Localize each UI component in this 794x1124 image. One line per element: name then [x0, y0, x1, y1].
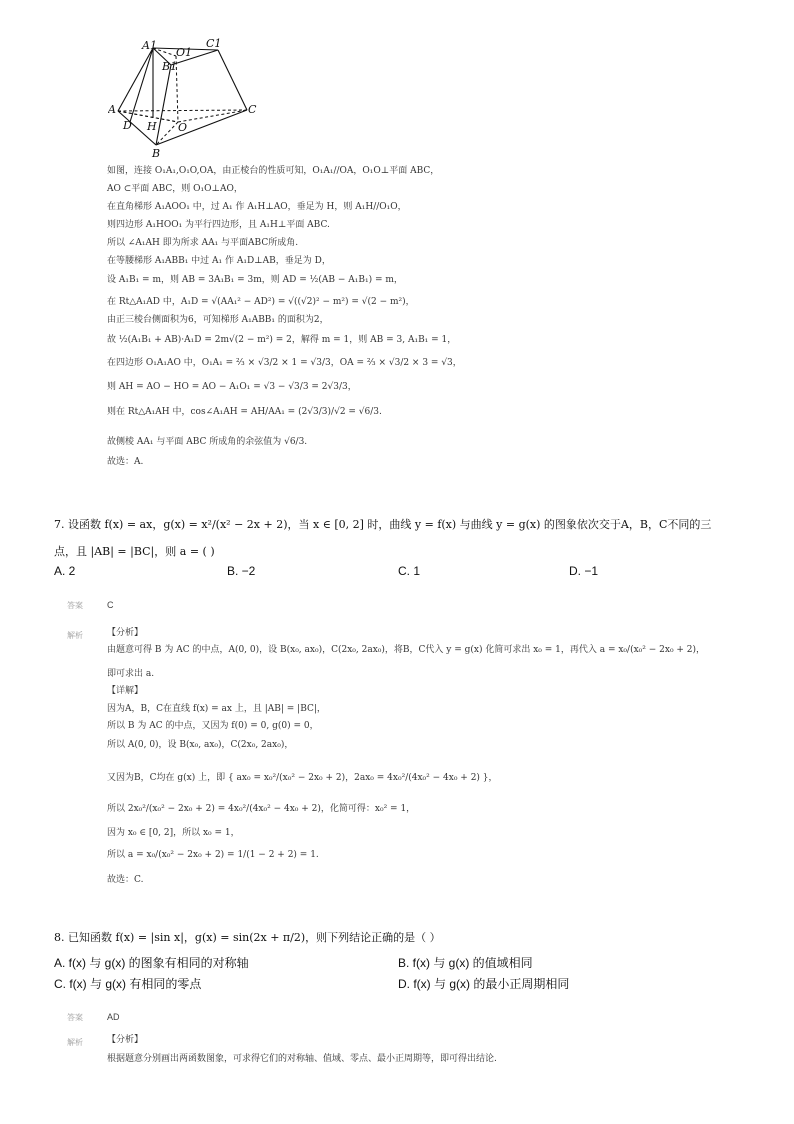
solution-line: 故 ½(A₁B₁ + AB)·A₁D = 2m√(2 − m²) = 2，解得 m = 1，则 AB = 3, A₁B₁ = 1，	[107, 335, 457, 345]
label-A1: A1	[142, 39, 157, 52]
solution-line: 故选：A.	[107, 457, 144, 467]
q8-analysis-tag: 解析	[67, 1038, 83, 1047]
solution-line: 在直角梯形 A₁AOO₁ 中，过 A₁ 作 A₁H⊥AO，垂足为 H，则 A₁H//O₁O，	[107, 202, 407, 212]
solution-line: 如图，连接 O₁A₁,O₁O,OA，由正棱台的性质可知，O₁A₁//OA，O₁O⊥平面 ABC，	[107, 166, 440, 176]
solution-line: 则四边形 A₁HOO₁ 为平行四边形，且 A₁H⊥平面 ABC.	[107, 220, 330, 230]
solution-line: AO ⊂平面 ABC，则 O₁O⊥AO，	[107, 184, 243, 194]
analysis-line: 所以 2x₀²/(x₀² − 2x₀ + 2) = 4x₀²/(4x₀² − 4x₀ + 2)，化简可得：x₀² = 1，	[107, 804, 416, 814]
analysis-line: 【详解】	[107, 686, 144, 696]
q8-option-a[interactable]: A. f(x) 与 g(x) 的图象有相同的对称轴	[54, 956, 249, 970]
q8-answer: AD	[107, 1012, 120, 1022]
frustum-figure	[108, 36, 268, 160]
analysis-line: 由题意可得 B 为 AC 的中点，A(0, 0)，设 B(x₀, ax₀)，C(2x₀, 2ax₀)，将B，C代入 y = g(x) 化简可求出 x₀ = 1，再代入 a = x₀/(x₀² − 2x₀ + 2)，	[107, 645, 706, 655]
analysis-line: 所以 B 为 AC 的中点，又因为 f(0) = 0, g(0) = 0，	[107, 721, 319, 731]
analysis-line: 【分析】	[107, 628, 144, 638]
label-B1: B1	[162, 60, 178, 73]
solution-line: 在四边形 O₁A₁AO 中，O₁A₁ = ⅔ × √3/2 × 1 = √3/3，OA = ⅔ × √3/2 × 3 = √3，	[107, 358, 462, 368]
analysis-line: 因为 x₀ ∈ [0, 2]，所以 x₀ = 1，	[107, 828, 240, 838]
analysis-line: 根据题意分别画出两函数图象，可求得它们的对称轴、值域、零点、最小正周期等，即可得出结论.	[107, 1054, 497, 1064]
q7-answer: C	[107, 600, 114, 610]
label-A: A	[108, 103, 116, 116]
analysis-line: 又因为B，C均在 g(x) 上，即 { ax₀ = x₀²/(x₀² − 2x₀ + 2)，2ax₀ = 4x₀²/(4x₀² − 4x₀ + 2) }，	[107, 773, 498, 783]
q7-analysis-tag: 解析	[67, 631, 83, 640]
question-7-stem-cont: 点，且 |AB| = |BC|，则 a = ( )	[54, 545, 215, 558]
label-H: H	[147, 120, 157, 133]
label-B: B	[152, 147, 161, 160]
analysis-line: 【分析】	[107, 1035, 144, 1045]
label-D: D	[123, 119, 132, 132]
q8-option-d[interactable]: D. f(x) 与 g(x) 的最小正周期相同	[398, 977, 570, 991]
solution-line: 故侧棱 AA₁ 与平面 ABC 所成角的余弦值为 √6/3.	[107, 437, 308, 447]
q8-option-c[interactable]: C. f(x) 与 g(x) 有相同的零点	[54, 977, 202, 991]
q7-option-b[interactable]: B. −2	[227, 564, 256, 578]
question-7-stem: 7. 设函数 f(x) = ax，g(x) = x²/(x² − 2x + 2)，当 x ∈ [0, 2] 时，曲线 y = f(x) 与曲线 y = g(x) 的图象依次交于A，B，C不同的三	[54, 518, 712, 531]
label-C1: C1	[206, 37, 222, 50]
q7-answer-tag: 答案	[67, 601, 83, 610]
q7-option-d[interactable]: D. −1	[569, 564, 599, 578]
analysis-line: 所以 A(0, 0)，设 B(x₀, ax₀)，C(2x₀, 2ax₀)，	[107, 740, 294, 750]
analysis-line: 所以 a = x₀/(x₀² − 2x₀ + 2) = 1/(1 − 2 + 2) = 1.	[107, 850, 319, 860]
q8-option-b[interactable]: B. f(x) 与 g(x) 的值域相同	[398, 956, 533, 970]
solution-line: 在等腰梯形 A₁ABB₁ 中过 A₁ 作 A₁D⊥AB，垂足为 D，	[107, 256, 331, 266]
solution-line: 所以 ∠A₁AH 即为所求 AA₁ 与平面ABC所成角.	[107, 238, 299, 248]
label-O1: O1	[176, 46, 193, 59]
solution-line: 由正三棱台侧面积为6，可知梯形 A₁ABB₁ 的面积为2，	[107, 315, 329, 325]
analysis-line: 即可求出 a.	[107, 669, 155, 679]
solution-line: 在 Rt△A₁AD 中，A₁D = √(AA₁² − AD²) = √((√2)² − m²) = √(2 − m²)，	[107, 297, 415, 307]
q7-option-c[interactable]: C. 1	[398, 564, 421, 578]
analysis-line: 因为A，B，C在直线 f(x) = ax 上，且 |AB| = |BC|，	[107, 704, 326, 714]
solution-line: 则在 Rt△A₁AH 中，cos∠A₁AH = AH/AA₁ = (2√3/3)/√2 = √6/3.	[107, 407, 382, 417]
analysis-line: 故选：C.	[107, 875, 144, 885]
solution-line: 则 AH = AO − HO = AO − A₁O₁ = √3 − √3/3 = 2√3/3，	[107, 382, 357, 392]
label-O: O	[178, 121, 188, 134]
q7-option-a[interactable]: A. 2	[54, 564, 76, 578]
solution-line: 设 A₁B₁ = m，则 AB = 3A₁B₁ = 3m，则 AD = ½(AB − A₁B₁) = m，	[107, 275, 403, 285]
question-8-stem: 8. 已知函数 f(x) = |sin x|，g(x) = sin(2x + π/2)，则下列结论正确的是（ ）	[54, 931, 441, 944]
label-C: C	[248, 103, 257, 116]
q8-answer-tag: 答案	[67, 1013, 83, 1022]
